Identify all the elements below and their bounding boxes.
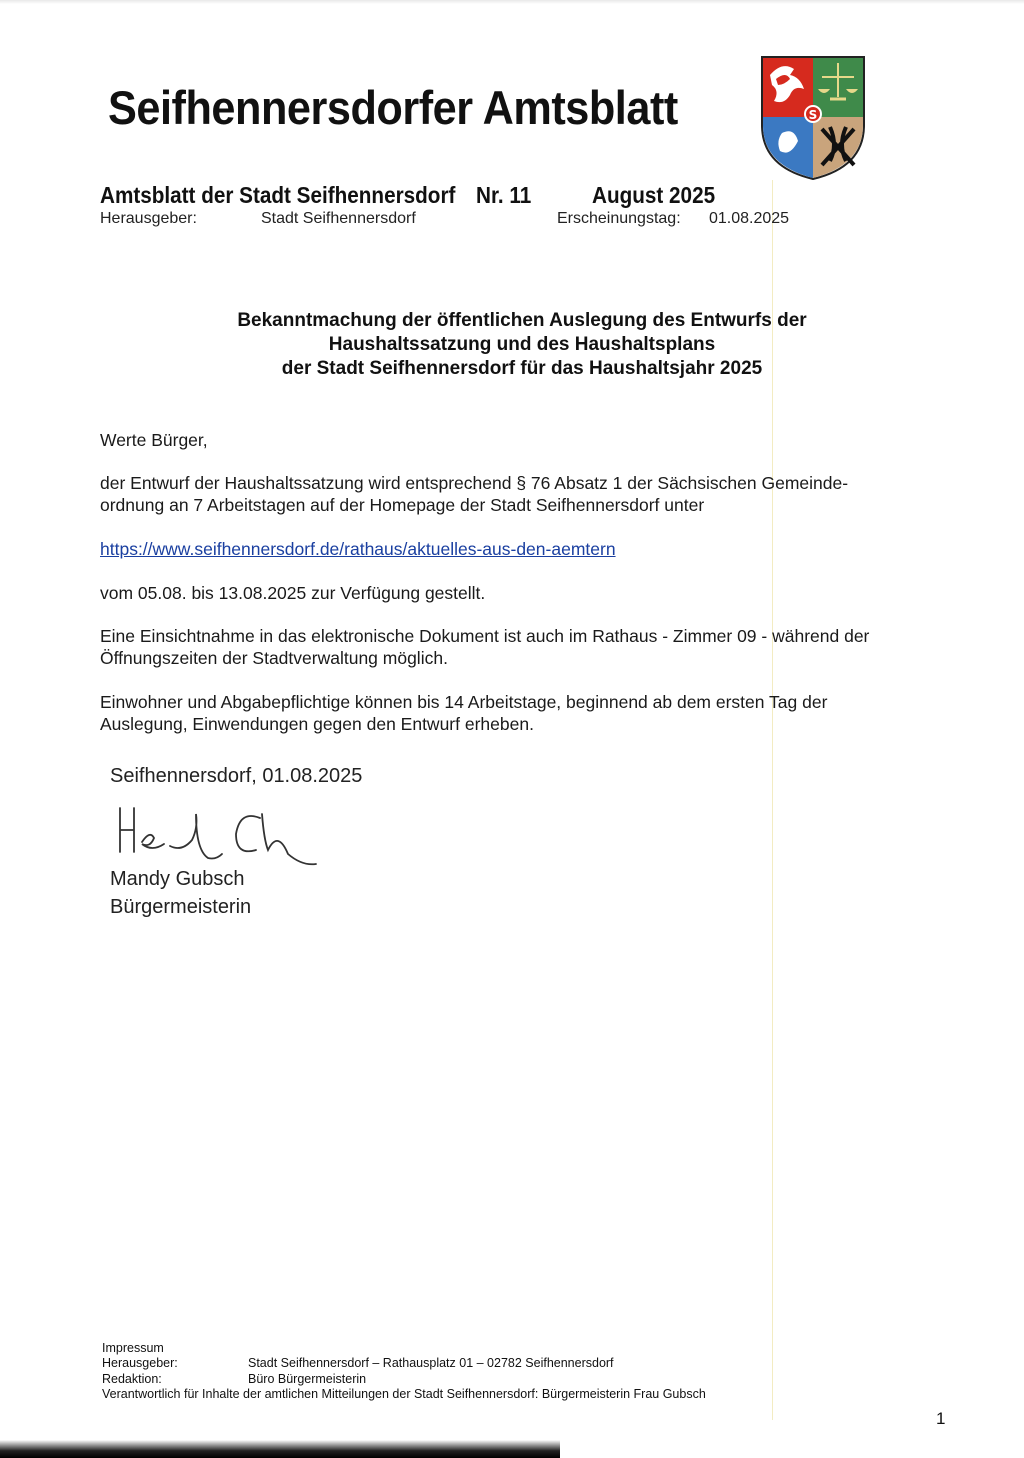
issue-month: August 2025 xyxy=(592,182,716,208)
issue-number: Nr. 11 xyxy=(476,182,532,208)
impressum-editor-label: Redaktion: xyxy=(102,1372,162,1386)
impressum-responsible: Verantwortlich für Inhalte der amtlichen Mitteilungen der Stadt Seifhennersdorf: Bürgermeisterin Frau Gubsch xyxy=(102,1387,706,1401)
heading-line-1: Bekanntmachung der öffentlichen Auslegung des Entwurfs der xyxy=(237,310,807,331)
impressum-editor: Büro Bürgermeisterin xyxy=(248,1372,367,1386)
publisher-value: Stadt Seifhennersdorf xyxy=(261,210,416,227)
paragraph-4 xyxy=(100,691,960,735)
heading-line-2: Haushaltssatzung und des Haushaltsplans xyxy=(328,334,716,355)
signatory-name: Mandy Gubsch xyxy=(110,868,245,890)
announcement-heading xyxy=(100,309,944,381)
publisher-label: Herausgeber: xyxy=(100,210,197,227)
page-number: 1 xyxy=(936,1409,946,1428)
impressum-heading: Impressum xyxy=(102,1341,164,1355)
signatory-role: Bürgermeisterin xyxy=(110,896,252,918)
paragraph-3-line-1: Eine Einsichtnahme in das elektronische Dokument ist auch im Rathaus - Zimmer 09 - während der xyxy=(100,626,870,646)
scan-edge xyxy=(0,0,1024,4)
salutation: Werte Bürger, xyxy=(100,430,208,450)
date-value: 01.08.2025 xyxy=(709,210,790,227)
heading-line-3: der Stadt Seifhennersdorf für das Haushaltsjahr 2025 xyxy=(281,358,763,379)
publication-name: Amtsblatt der Stadt Seifhennersdorf xyxy=(100,182,456,208)
masthead-title: Seifhennersdorfer Amtsblatt xyxy=(108,81,678,134)
coat-of-arms-icon xyxy=(760,55,866,181)
paragraph-2: vom 05.08. bis 13.08.2025 zur Verfügung gestellt. xyxy=(100,583,486,603)
impressum-publisher-label: Herausgeber: xyxy=(102,1356,178,1370)
paragraph-4-line-2: Auslegung, Einwendungen gegen den Entwurf erheben. xyxy=(100,714,534,734)
paragraph-1 xyxy=(100,472,960,516)
date-label: Erscheinungstag: xyxy=(557,210,681,227)
paragraph-1-line-2: ordnung an 7 Arbeitstagen auf der Homepage der Stadt Seifhennersdorf unter xyxy=(100,495,705,515)
homepage-link[interactable]: https://www.seifhennersdorf.de/rathaus/aktuelles-aus-den-aemtern xyxy=(100,539,616,559)
paragraph-4-line-1: Einwohner und Abgabepflichtige können bis 14 Arbeitstage, beginnend ab dem ersten Tag der xyxy=(100,692,828,712)
paragraph-3-line-2: Öffnungszeiten der Stadtverwaltung möglich. xyxy=(100,648,448,668)
paragraph-3 xyxy=(100,625,960,669)
handwritten-signature-icon xyxy=(112,800,327,875)
signature-place-date: Seifhennersdorf, 01.08.2025 xyxy=(110,765,363,787)
scan-edge-bottom xyxy=(0,1440,560,1458)
impressum-publisher: Stadt Seifhennersdorf – Rathausplatz 01 – 02782 Seifhennersdorf xyxy=(248,1356,614,1370)
svg-text:S: S xyxy=(808,108,818,122)
paragraph-1-line-1: der Entwurf der Haushaltssatzung wird entsprechend § 76 Absatz 1 der Sächsischen Gemeinde- xyxy=(100,473,849,493)
